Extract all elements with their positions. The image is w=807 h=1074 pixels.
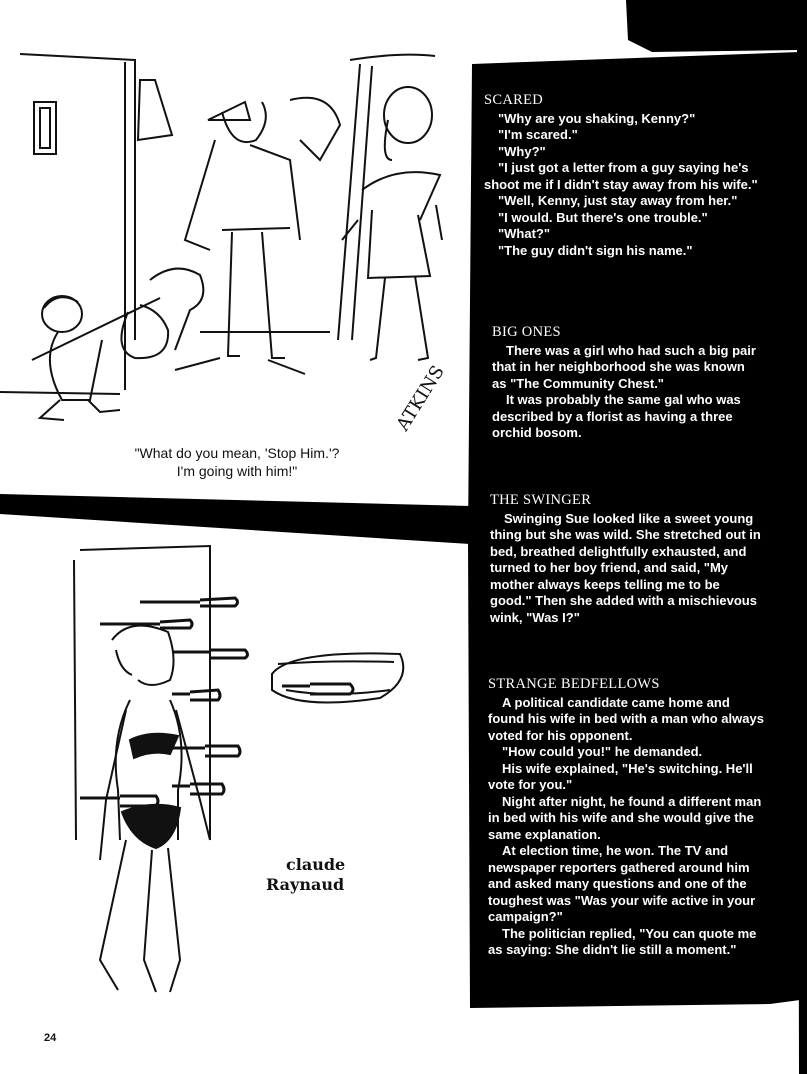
article-paragraph: A political candidate came home and found his wife in bed with a man who always voted for his opponent. — [488, 694, 764, 743]
caption-line-2: I'm going with him!" — [176, 463, 298, 479]
article-scared — [484, 92, 766, 259]
article-paragraph: "I'm scared." — [498, 127, 578, 142]
article-paragraph: The politician replied, "You can quote me as saying: She didn't lie still a moment." — [488, 925, 757, 957]
article-title: STRANGE BEDFELLOWS — [488, 676, 660, 692]
article-paragraph: "Why?" — [498, 143, 546, 159]
article-paragraph: "I just got a letter from a guy saying he's shoot me if I didn't stay away from his wife." — [484, 160, 758, 192]
raynaud-signature-line2: Raynaud — [266, 875, 345, 894]
article-the-swinger — [490, 492, 762, 626]
article-paragraph: "How could you!" he demanded. — [502, 744, 703, 759]
article-paragraph: There was a girl who had such a big pair that in her neighborhood she was known as "The Community Chest." — [492, 342, 756, 391]
article-paragraph: "Well, Kenny, just stay away from her." — [498, 193, 738, 208]
top-cartoon-caption — [112, 444, 362, 480]
caption-line-1: "What do you mean, 'Stop Him.'? — [134, 445, 340, 461]
article-paragraph: Night after night, he found a different man in bed with his wife and she would give the same explanation. — [488, 793, 762, 842]
top-cartoon-illustration — [0, 40, 460, 480]
article-title: BIG ONES — [492, 324, 561, 340]
atkins-signature: ATKINS — [392, 361, 449, 435]
article-title: SCARED — [484, 92, 544, 108]
article-paragraph: "What?" — [498, 226, 551, 241]
article-paragraph: "I would. But there's one trouble." — [498, 209, 708, 225]
article-big-ones — [492, 324, 760, 442]
raynaud-signature-line1: claude — [286, 855, 346, 874]
article-strange-bedfellows — [488, 676, 764, 959]
article-title: THE SWINGER — [490, 492, 592, 508]
article-paragraph: Swinging Sue looked like a sweet young thing but she was wild. She stretched out in bed, breathed delightfully exhausted, and turned to her boy friend, and said, "My mother always keeps telling me to be good." Then she added with a mischievous wink, "Was I?" — [490, 510, 761, 625]
article-paragraph: "Why are you shaking, Kenny?" — [498, 110, 696, 126]
article-paragraph: It was probably the same gal who was described by a florist as having a three orchid bosom. — [492, 392, 741, 440]
bottom-cartoon-illustration — [60, 540, 480, 1020]
page-number: 24 — [44, 1032, 57, 1044]
article-paragraph: His wife explained, "He's switching. He'll vote for you." — [488, 760, 753, 792]
knife-group — [80, 598, 248, 806]
article-paragraph: At election time, he won. The TV and newspaper reporters gathered around him and asked many questions and one of the toughest was "Was your wife active in your campaign?" — [488, 843, 756, 924]
article-paragraph: "The guy didn't sign his name." — [498, 242, 693, 258]
